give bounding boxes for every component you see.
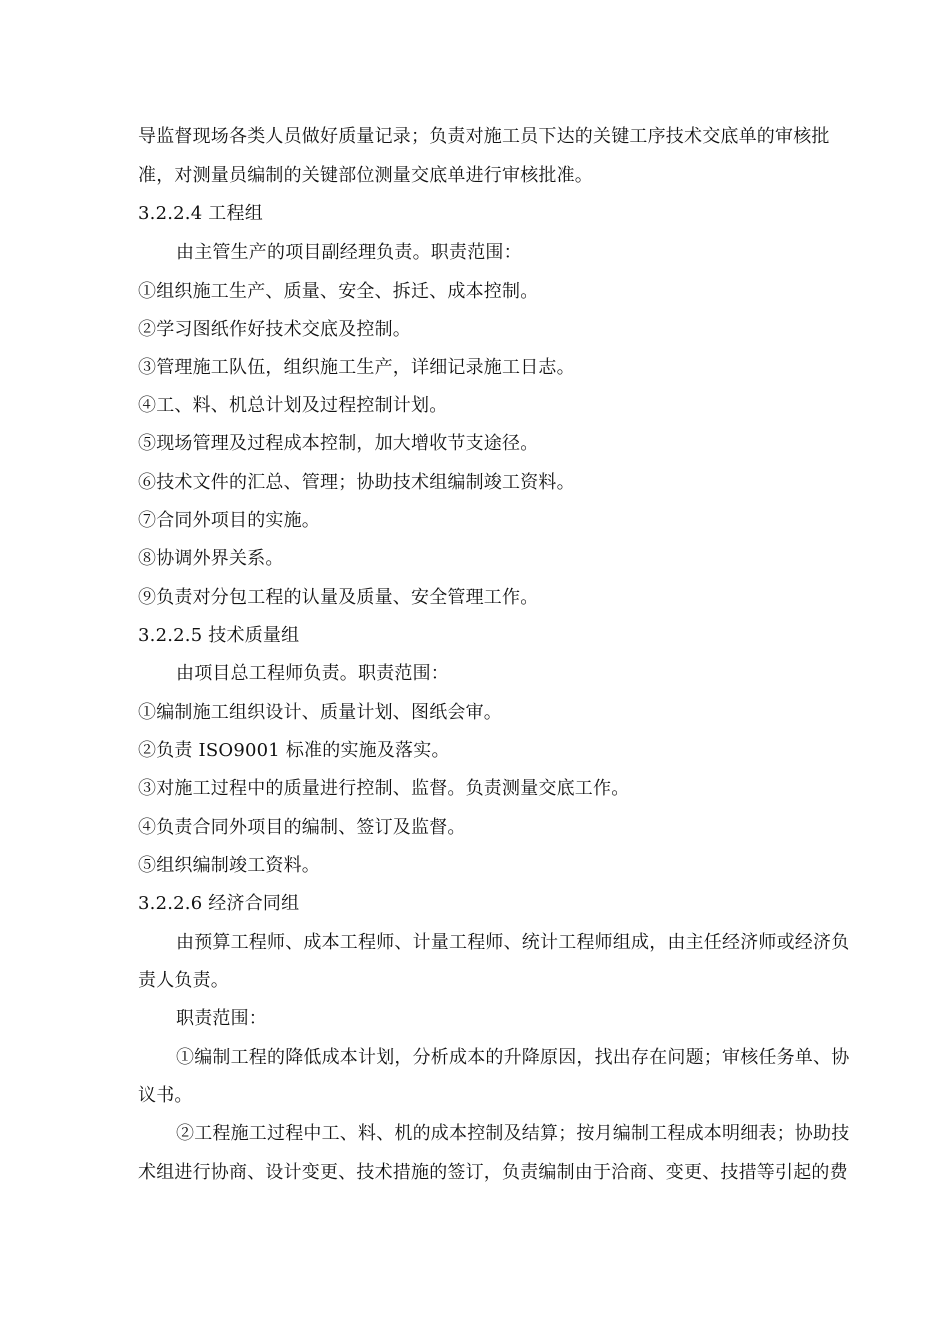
list-item: ③管理施工队伍，组织施工生产，详细记录施工日志。: [138, 357, 575, 378]
list-item: ④负责合同外项目的编制、签订及监督。: [138, 817, 466, 838]
list-item: ②负责 ISO9001 标准的实施及落实。: [138, 740, 450, 761]
list-item: ①组织施工生产、质量、安全、拆迁、成本控制。: [138, 281, 539, 302]
section-heading: 3.2.2.5 技术质量组: [138, 625, 300, 646]
paragraph-line: 由主管生产的项目副经理负责。职责范围：: [176, 242, 522, 263]
section-heading: 3.2.2.6 经济合同组: [138, 893, 300, 914]
list-item: ①编制施工组织设计、质量计划、图纸会审。: [138, 702, 502, 723]
list-item: ⑥技术文件的汇总、管理；协助技术组编制竣工资料。: [138, 472, 575, 493]
paragraph-line: 职责范围：: [176, 1008, 267, 1029]
paragraph-line: 由预算工程师、成本工程师、计量工程师、统计工程师组成，由主任经济师或经济负: [176, 932, 850, 953]
list-item: ④工、料、机总计划及过程控制计划。: [138, 395, 448, 416]
list-item: ③对施工过程中的质量进行控制、监督。负责测量交底工作。: [138, 778, 630, 799]
list-item: ②学习图纸作好技术交底及控制。: [138, 319, 411, 340]
list-item: ②工程施工过程中工、料、机的成本控制及结算；按月编制工程成本明细表；协助技: [176, 1123, 850, 1144]
list-item: ①编制工程的降低成本计划，分析成本的升降原因，找出存在问题；审核任务单、协: [176, 1047, 850, 1068]
paragraph-line: 准，对测量员编制的关键部位测量交底单进行审核批准。: [138, 165, 593, 186]
list-item: ⑤组织编制竣工资料。: [138, 855, 320, 876]
list-item: ⑤现场管理及过程成本控制，加大增收节支途径。: [138, 433, 539, 454]
paragraph-line: 议书。: [138, 1085, 193, 1106]
list-item: ⑦合同外项目的实施。: [138, 510, 320, 531]
list-item: ⑧协调外界关系。: [138, 548, 284, 569]
paragraph-line: 由项目总工程师负责。职责范围：: [176, 663, 449, 684]
section-heading: 3.2.2.4 工程组: [138, 203, 263, 224]
paragraph-line: 导监督现场各类人员做好质量记录；负责对施工员下达的关键工序技术交底单的审核批: [138, 126, 830, 147]
list-item: ⑨负责对分包工程的认量及质量、安全管理工作。: [138, 587, 539, 608]
paragraph-line: 术组进行协商、设计变更、技术措施的签订，负责编制由于洽商、变更、技措等引起的费: [138, 1162, 848, 1183]
paragraph-line: 责人负责。: [138, 970, 229, 991]
